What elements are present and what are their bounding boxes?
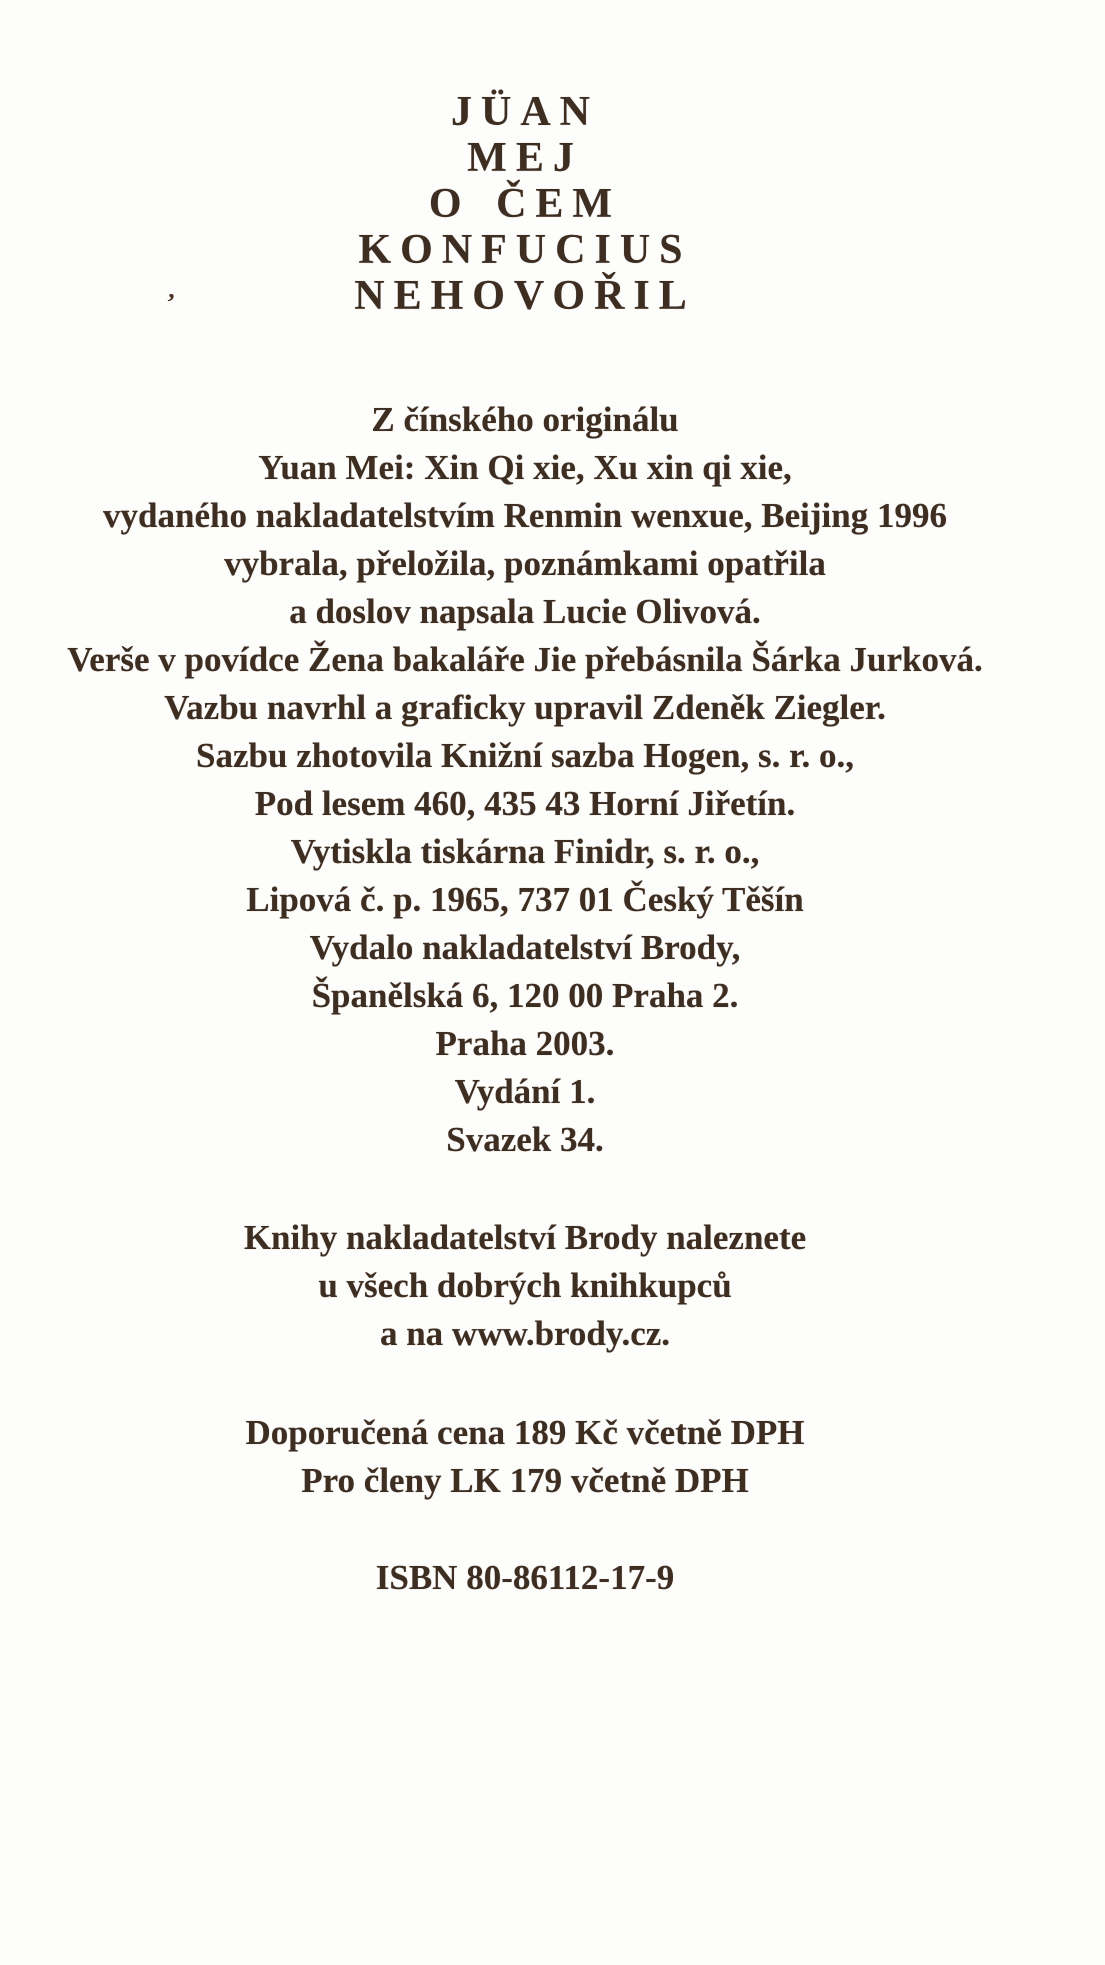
imprint-line-original-title: Yuan Mei: Xin Qi xie, Xu xin qi xie, [258, 448, 792, 487]
stray-ink-mark: ’ [164, 287, 177, 318]
title-line-author-last: MEJ [467, 135, 583, 181]
imprint-line-translator-role: vybrala, přeložila, poznámkami opatřila [224, 544, 826, 583]
imprint-line-volume: Svazek 34. [446, 1120, 604, 1159]
imprint-line-typesetting: Sazbu zhotovila Knižní sazba Hogen, s. r. o., [196, 736, 854, 775]
title-line: NEHOVOŘIL [354, 273, 696, 319]
distribution-line-website: a na www.brody.cz. [379, 1314, 671, 1353]
imprint-line-place-year: Praha 2003. [435, 1024, 615, 1063]
distribution-line: u všech dobrých knihkupců [318, 1266, 732, 1305]
distribution-block [20, 1214, 1030, 1358]
imprint-line-original-source: Z čínského originálu [371, 400, 679, 439]
isbn-line: ISBN 80-86112-17-9 [375, 1558, 675, 1597]
isbn-block [20, 1554, 1030, 1602]
imprint-line-binding-design: Vazbu navrhl a graficky upravil Zdeněk Ziegler. [164, 688, 886, 727]
title-line-author-first: JÜAN [451, 89, 599, 135]
book-title-block [20, 89, 1030, 319]
imprint-line-verses: Verše v povídce Žena bakaláře Jie přebásnila Šárka Jurková. [67, 640, 983, 679]
imprint-line-publisher: Vydalo nakladatelství Brody, [309, 928, 741, 967]
imprint-line-edition: Vydání 1. [454, 1072, 596, 1111]
distribution-line: Knihy nakladatelství Brody naleznete [243, 1218, 807, 1257]
title-line: KONFUCIUS [358, 227, 692, 273]
imprint-block [20, 396, 1030, 1164]
price-block [20, 1409, 1030, 1505]
imprint-line-typesetter-address: Pod lesem 460, 435 43 Horní Jiřetín. [254, 784, 796, 823]
imprint-line-original-publisher: vydaného nakladatelstvím Renmin wenxue, Beijing 1996 [103, 496, 947, 535]
imprint-line-translator-name: a doslov napsala Lucie Olivová. [289, 592, 761, 631]
imprint-line-printer-address: Lipová č. p. 1965, 737 01 Český Těšín [246, 880, 804, 919]
imprint-line-printer: Vytiskla tiskárna Finidr, s. r. o., [290, 832, 760, 871]
title-line: O ČEM [428, 181, 622, 227]
imprint-line-publisher-address: Španělská 6, 120 00 Praha 2. [311, 976, 739, 1015]
price-line-members: Pro členy LK 179 včetně DPH [301, 1461, 749, 1500]
price-line-recommended: Doporučená cena 189 Kč včetně DPH [245, 1413, 805, 1452]
